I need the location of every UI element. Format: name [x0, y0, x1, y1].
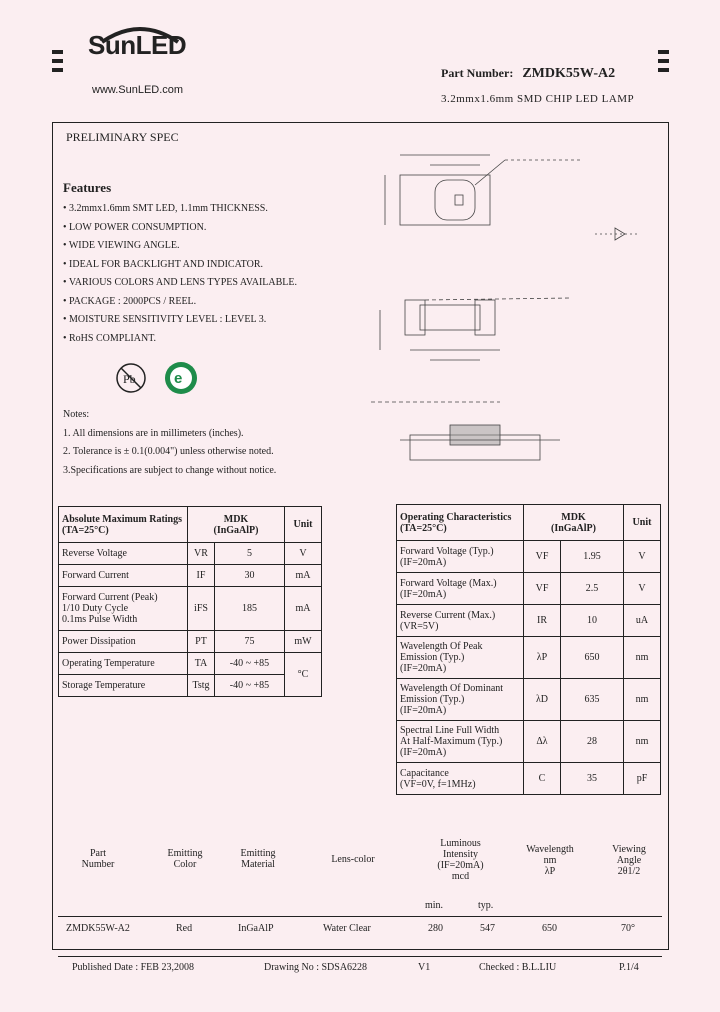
right-mark: [658, 50, 669, 77]
table-row: Forward Current IF 30 mA: [59, 565, 322, 587]
checked-by: Checked : B.L.LIU: [479, 962, 557, 973]
table-row: Forward Current (Peak) 1/10 Duty Cycle 0.1ms Pulse Width iFS 185 mA: [59, 587, 322, 631]
table-row: Wavelength Of Peak Emission (Typ.) (IF=20mA) λP 650 nm: [397, 637, 661, 679]
svg-text:Pb: Pb: [123, 372, 136, 386]
svg-text:e: e: [174, 370, 183, 387]
notes: [63, 406, 276, 480]
table-row: Reverse Voltage VR 5 V: [59, 543, 322, 565]
features-title: Features: [63, 180, 112, 195]
table-row: Forward Voltage (Typ.) (IF=20mA) VF 1.95 V: [397, 541, 661, 573]
left-mark: [52, 50, 63, 77]
published-date: Published Date : FEB 23,2008: [72, 962, 194, 973]
note-item: 1. All dimensions are in millimeters (inches).: [63, 427, 244, 439]
table-row: Spectral Line Full Width At Half-Maximum (Typ.) (IF=20mA) Δλ 28 nm: [397, 721, 661, 763]
prelim-label: PRELIMINARY SPEC: [66, 130, 179, 144]
brand-logo: SunLED: [88, 30, 187, 60]
part-number-label: Part Number:: [441, 66, 514, 80]
version: V1: [418, 962, 431, 973]
table-row: Storage Temperature Tstg -40 ~ +85: [59, 675, 322, 697]
table-row: Capacitance (VF=0V, f=1MHz) C 35 pF: [397, 763, 661, 795]
table-row: Forward Voltage (Max.) (IF=20mA) VF 2.5 V: [397, 573, 661, 605]
note-item: 3.Specifications are subject to change without notice.: [63, 464, 277, 476]
feature-item: • LOW POWER CONSUMPTION.: [63, 221, 207, 233]
dimension-drawing: [370, 140, 660, 470]
pb-free-icon: [115, 362, 147, 394]
rohs-icon: [163, 360, 199, 396]
table-row: Wavelength Of Dominant Emission (Typ.) (IF=20mA) λD 635 nm: [397, 679, 661, 721]
feature-item: • 3.2mmx1.6mm SMT LED, 1.1mm THICKNESS.: [63, 203, 268, 214]
feature-item: • VARIOUS COLORS AND LENS TYPES AVAILABLE.: [63, 277, 298, 288]
part-number-value: ZMDK55W-A2: [522, 66, 616, 81]
op-char-table: Operating Characteristics (TA=25°C) MDK (InGaAlP) Unit Forward Voltage (Typ.) (IF=20mA) VF 1.95 V Forward Voltage (Max.) (IF=20mA) VF 2.5 V Reverse Current (Max.) (VR=5V) IR 10 uA Wavelength Of Peak Emission (Typ.) (IF=20mA) λP 650 nm Wavelength Of Dominant Emission (Typ.) (IF=20mA) λD 635 nm Spectral Line Full Width At Half-Maximum (Typ.) (IF=20mA) Δλ 28 nm Capacitance (VF=0V, f=1MHz) C 35 pF: [396, 504, 661, 795]
feature-item: • WIDE VIEWING ANGLE.: [63, 240, 180, 251]
table-row: Power Dissipation PT 75 mW: [59, 631, 322, 653]
drawing-number: Drawing No : SDSA6228: [264, 962, 368, 973]
page-number: P.1/4: [619, 962, 639, 973]
features-list: [63, 203, 297, 351]
feature-item: • IDEAL FOR BACKLIGHT AND INDICATOR.: [63, 258, 263, 270]
feature-item: • MOISTURE SENSITIVITY LEVEL : LEVEL 3.: [63, 314, 267, 325]
table-row: Operating Temperature TA -40 ~ +85 °C: [59, 653, 322, 675]
feature-item: • PACKAGE : 2000PCS / REEL.: [63, 295, 197, 307]
table-row: ZMDK55W-A2 Red InGaAlP Water Clear 280 547 650 70°: [58, 916, 662, 941]
abs-max-table: Absolute Maximum Ratings (TA=25°C) MDK (InGaAlP) Unit Reverse Voltage VR 5 V Forward Current IF 30 mA Forward Current (Peak) 1/10 Duty Cycle 0.1ms Pulse Width iFS 185 mA Power Dissipation PT 75 mW Operating Temperature TA -40 ~ +85 °C Storage Temperature Tstg -40 ~ +85: [58, 506, 322, 697]
note-item: 2. Tolerance is ± 0.1(0.004") unless otherwise noted.: [63, 446, 274, 457]
brand-url: www.SunLED.com: [92, 84, 184, 96]
product-table: Part Number Emitting Color Emitting Material Lens-color Luminous Intensity (IF=20mA) mcd Wavelength nm λP Viewing Angle 2θ1/2 min. typ. ZMDK55W-A2 Red InGaAlP Water Clear 280 547 650 70°: [58, 838, 662, 941]
part-number-heading: [441, 66, 615, 82]
table-row: Reverse Current (Max.) (VR=5V) IR 10 uA: [397, 605, 661, 637]
feature-item: • RoHS COMPLIANT.: [63, 332, 157, 344]
notes-title: Notes:: [63, 409, 90, 420]
subtitle: 3.2mmx1.6mm SMD CHIP LED LAMP: [441, 93, 635, 105]
